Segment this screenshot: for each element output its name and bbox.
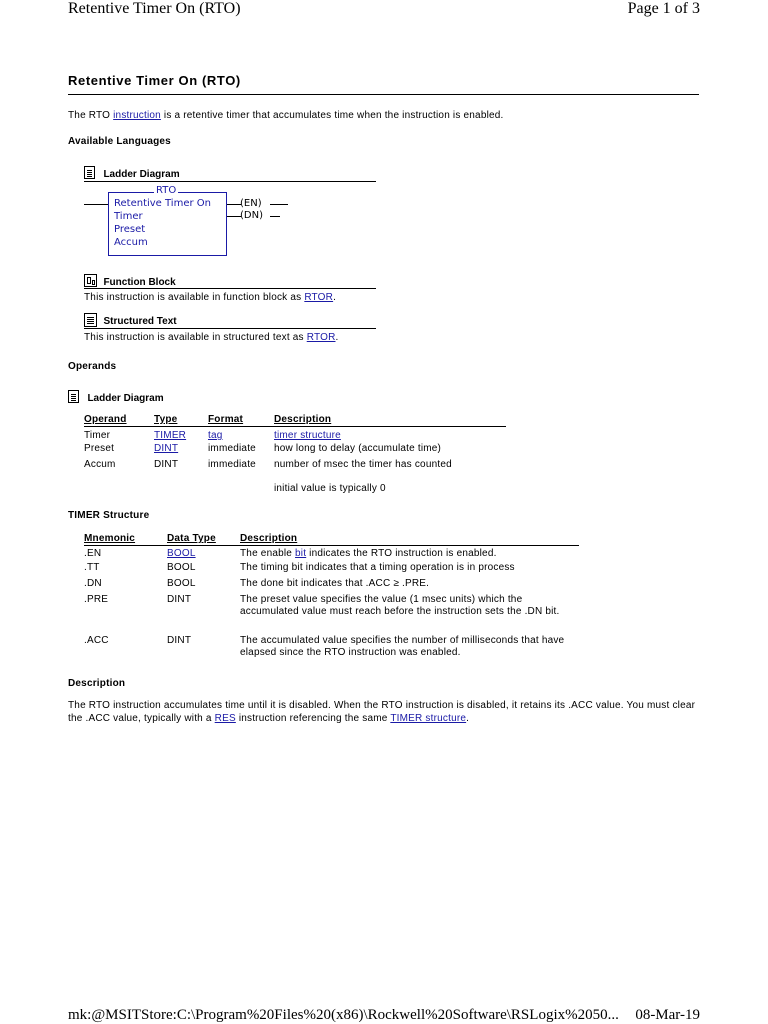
- description-cell: The accumulated value specifies the number of milliseconds that have elapsed since the RTO instruction was enabled.: [240, 634, 565, 658]
- function-block-icon: [84, 274, 97, 287]
- intro-text: The RTO: [68, 110, 114, 121]
- rtor-link-fb[interactable]: RTOR: [304, 292, 334, 303]
- table-row: [84, 562, 579, 578]
- table-row: [84, 427, 506, 443]
- col-type: Type: [154, 413, 208, 427]
- function-block-text: [84, 292, 336, 303]
- operand-cell: Timer: [84, 430, 111, 441]
- operands-table: [84, 413, 506, 475]
- mnemonic-cell: .ACC: [84, 634, 109, 646]
- ladder-language-header: [84, 164, 180, 182]
- res-link[interactable]: RES: [214, 713, 236, 724]
- en-wire-right: [270, 204, 288, 205]
- fb-text: This instruction is available in function block as: [84, 292, 305, 303]
- dn-wire-left: [227, 216, 241, 217]
- format-cell: immediate: [208, 458, 256, 470]
- description-cell: The preset value specifies the value (1 msec units) which the accumulated value must reach before the instruction sets the .DN bit.: [240, 593, 560, 617]
- table-row: [84, 443, 506, 459]
- description-cell-end: indicates the RTO instruction is enabled.: [306, 548, 497, 559]
- description-text: The RTO instruction accumulates time until it is disabled. When the RTO instruction is disabled, it retains its .ACC value. You must clear the .ACC value, typically with a: [68, 700, 696, 724]
- document-title: Retentive Timer On (RTO): [68, 73, 241, 88]
- tag-format-link[interactable]: tag: [208, 430, 223, 441]
- mnemonic-cell: .DN: [84, 577, 102, 589]
- document-icon: [68, 390, 79, 403]
- format-cell: immediate: [208, 442, 256, 454]
- table-row: [84, 546, 579, 562]
- mnemonic-cell: .TT: [84, 561, 100, 573]
- description-cell: The enable: [240, 548, 296, 559]
- col-description: Description: [240, 532, 579, 546]
- table-row: [84, 578, 579, 594]
- description-text-mid: instruction referencing the same: [235, 713, 391, 724]
- rung-wire-left: [84, 204, 108, 205]
- en-output: (EN): [240, 198, 262, 209]
- operands-ladder-heading: Ladder Diagram: [87, 393, 164, 404]
- table-row: [84, 635, 579, 663]
- structured-text-icon: [84, 313, 97, 327]
- structured-text-heading: Structured Text: [103, 316, 177, 327]
- col-mnemonic: Mnemonic: [84, 532, 167, 546]
- available-languages-heading: Available Languages: [68, 136, 171, 147]
- ladder-heading: Ladder Diagram: [103, 169, 180, 180]
- title-divider: [68, 94, 699, 95]
- col-format: Format: [208, 413, 274, 427]
- mnemonic-cell: .EN: [84, 548, 102, 559]
- table-header-row: [84, 532, 579, 546]
- operand-cell: Accum: [84, 458, 116, 470]
- dint-type-link[interactable]: DINT: [154, 442, 179, 454]
- timer-structure-link-desc[interactable]: TIMER structure: [390, 713, 467, 724]
- timer-structure-heading: TIMER Structure: [68, 510, 150, 521]
- dn-label: DN: [243, 210, 260, 221]
- bool-type-link[interactable]: BOOL: [167, 548, 196, 559]
- description-cell: number of msec the timer has counted: [274, 458, 452, 470]
- table-header-row: [84, 413, 506, 427]
- page-number: Page 1 of 3: [627, 0, 700, 17]
- function-block-heading: Function Block: [103, 277, 176, 288]
- description-heading: Description: [68, 678, 126, 689]
- type-cell: DINT: [154, 458, 179, 470]
- st-text: This instruction is available in structured text as: [84, 332, 307, 343]
- type-cell: DINT: [167, 634, 192, 646]
- type-cell: BOOL: [167, 577, 196, 589]
- col-description: Description: [274, 413, 506, 427]
- en-wire-left: [227, 204, 241, 205]
- description-cell: how long to delay (accumulate time): [274, 442, 442, 454]
- description-text-end: .: [466, 713, 470, 724]
- rto-block-line-4: Accum: [114, 237, 148, 248]
- accum-initial-note: initial value is typically 0: [274, 483, 386, 494]
- document-icon: [84, 166, 95, 179]
- col-data-type: Data Type: [167, 532, 240, 546]
- footer-source-path: mk:@MSITStore:C:\Program%20Files%20(x86)\Rockwell%20Software\RSLogix%2050...: [68, 1007, 619, 1023]
- rto-block-line-2: Timer: [114, 211, 143, 222]
- dn-output: (DN): [240, 210, 263, 221]
- rtor-link-st[interactable]: RTOR: [306, 332, 336, 343]
- st-text-end: .: [335, 332, 339, 343]
- timer-structure-table: [84, 532, 579, 663]
- structured-text-header: [84, 311, 177, 329]
- mnemonic-cell: .PRE: [84, 593, 109, 605]
- type-cell: BOOL: [167, 561, 196, 573]
- description-paragraph: [68, 699, 702, 725]
- ladder-block-diagram: [84, 186, 294, 258]
- col-operand: Operand: [84, 413, 154, 427]
- function-block-rule: [84, 288, 376, 289]
- en-label: EN: [243, 198, 258, 209]
- operand-cell: Preset: [84, 442, 115, 454]
- ladder-heading-rule: [84, 181, 376, 182]
- description-cell: The done bit indicates that .ACC ≥ .PRE.: [240, 577, 430, 589]
- fb-text-end: .: [333, 292, 337, 303]
- table-row: [84, 594, 579, 635]
- page-header-title: Retentive Timer On (RTO): [68, 0, 241, 17]
- type-cell: DINT: [167, 593, 192, 605]
- timer-type-link[interactable]: TIMER: [154, 430, 187, 441]
- timer-structure-link[interactable]: timer structure: [274, 430, 341, 441]
- instruction-link[interactable]: instruction: [113, 110, 161, 121]
- rto-block-line-1: Retentive Timer On: [114, 198, 211, 209]
- rto-block-name: RTO: [156, 185, 177, 196]
- bit-link[interactable]: bit: [295, 548, 307, 559]
- dn-wire-right: [270, 216, 280, 217]
- description-cell: The timing bit indicates that a timing operation is in process: [240, 561, 515, 573]
- table-row: [84, 459, 506, 475]
- rto-block-line-3: Preset: [114, 224, 146, 235]
- footer-date: 08-Mar-19: [635, 1007, 700, 1023]
- structured-text-text: [84, 332, 338, 343]
- intro-text-end: is a retentive timer that accumulates time when the instruction is enabled.: [160, 110, 504, 121]
- operands-ladder-header: [68, 388, 164, 406]
- intro-paragraph: [68, 110, 504, 121]
- structured-text-rule: [84, 328, 376, 329]
- operands-heading: Operands: [68, 361, 117, 372]
